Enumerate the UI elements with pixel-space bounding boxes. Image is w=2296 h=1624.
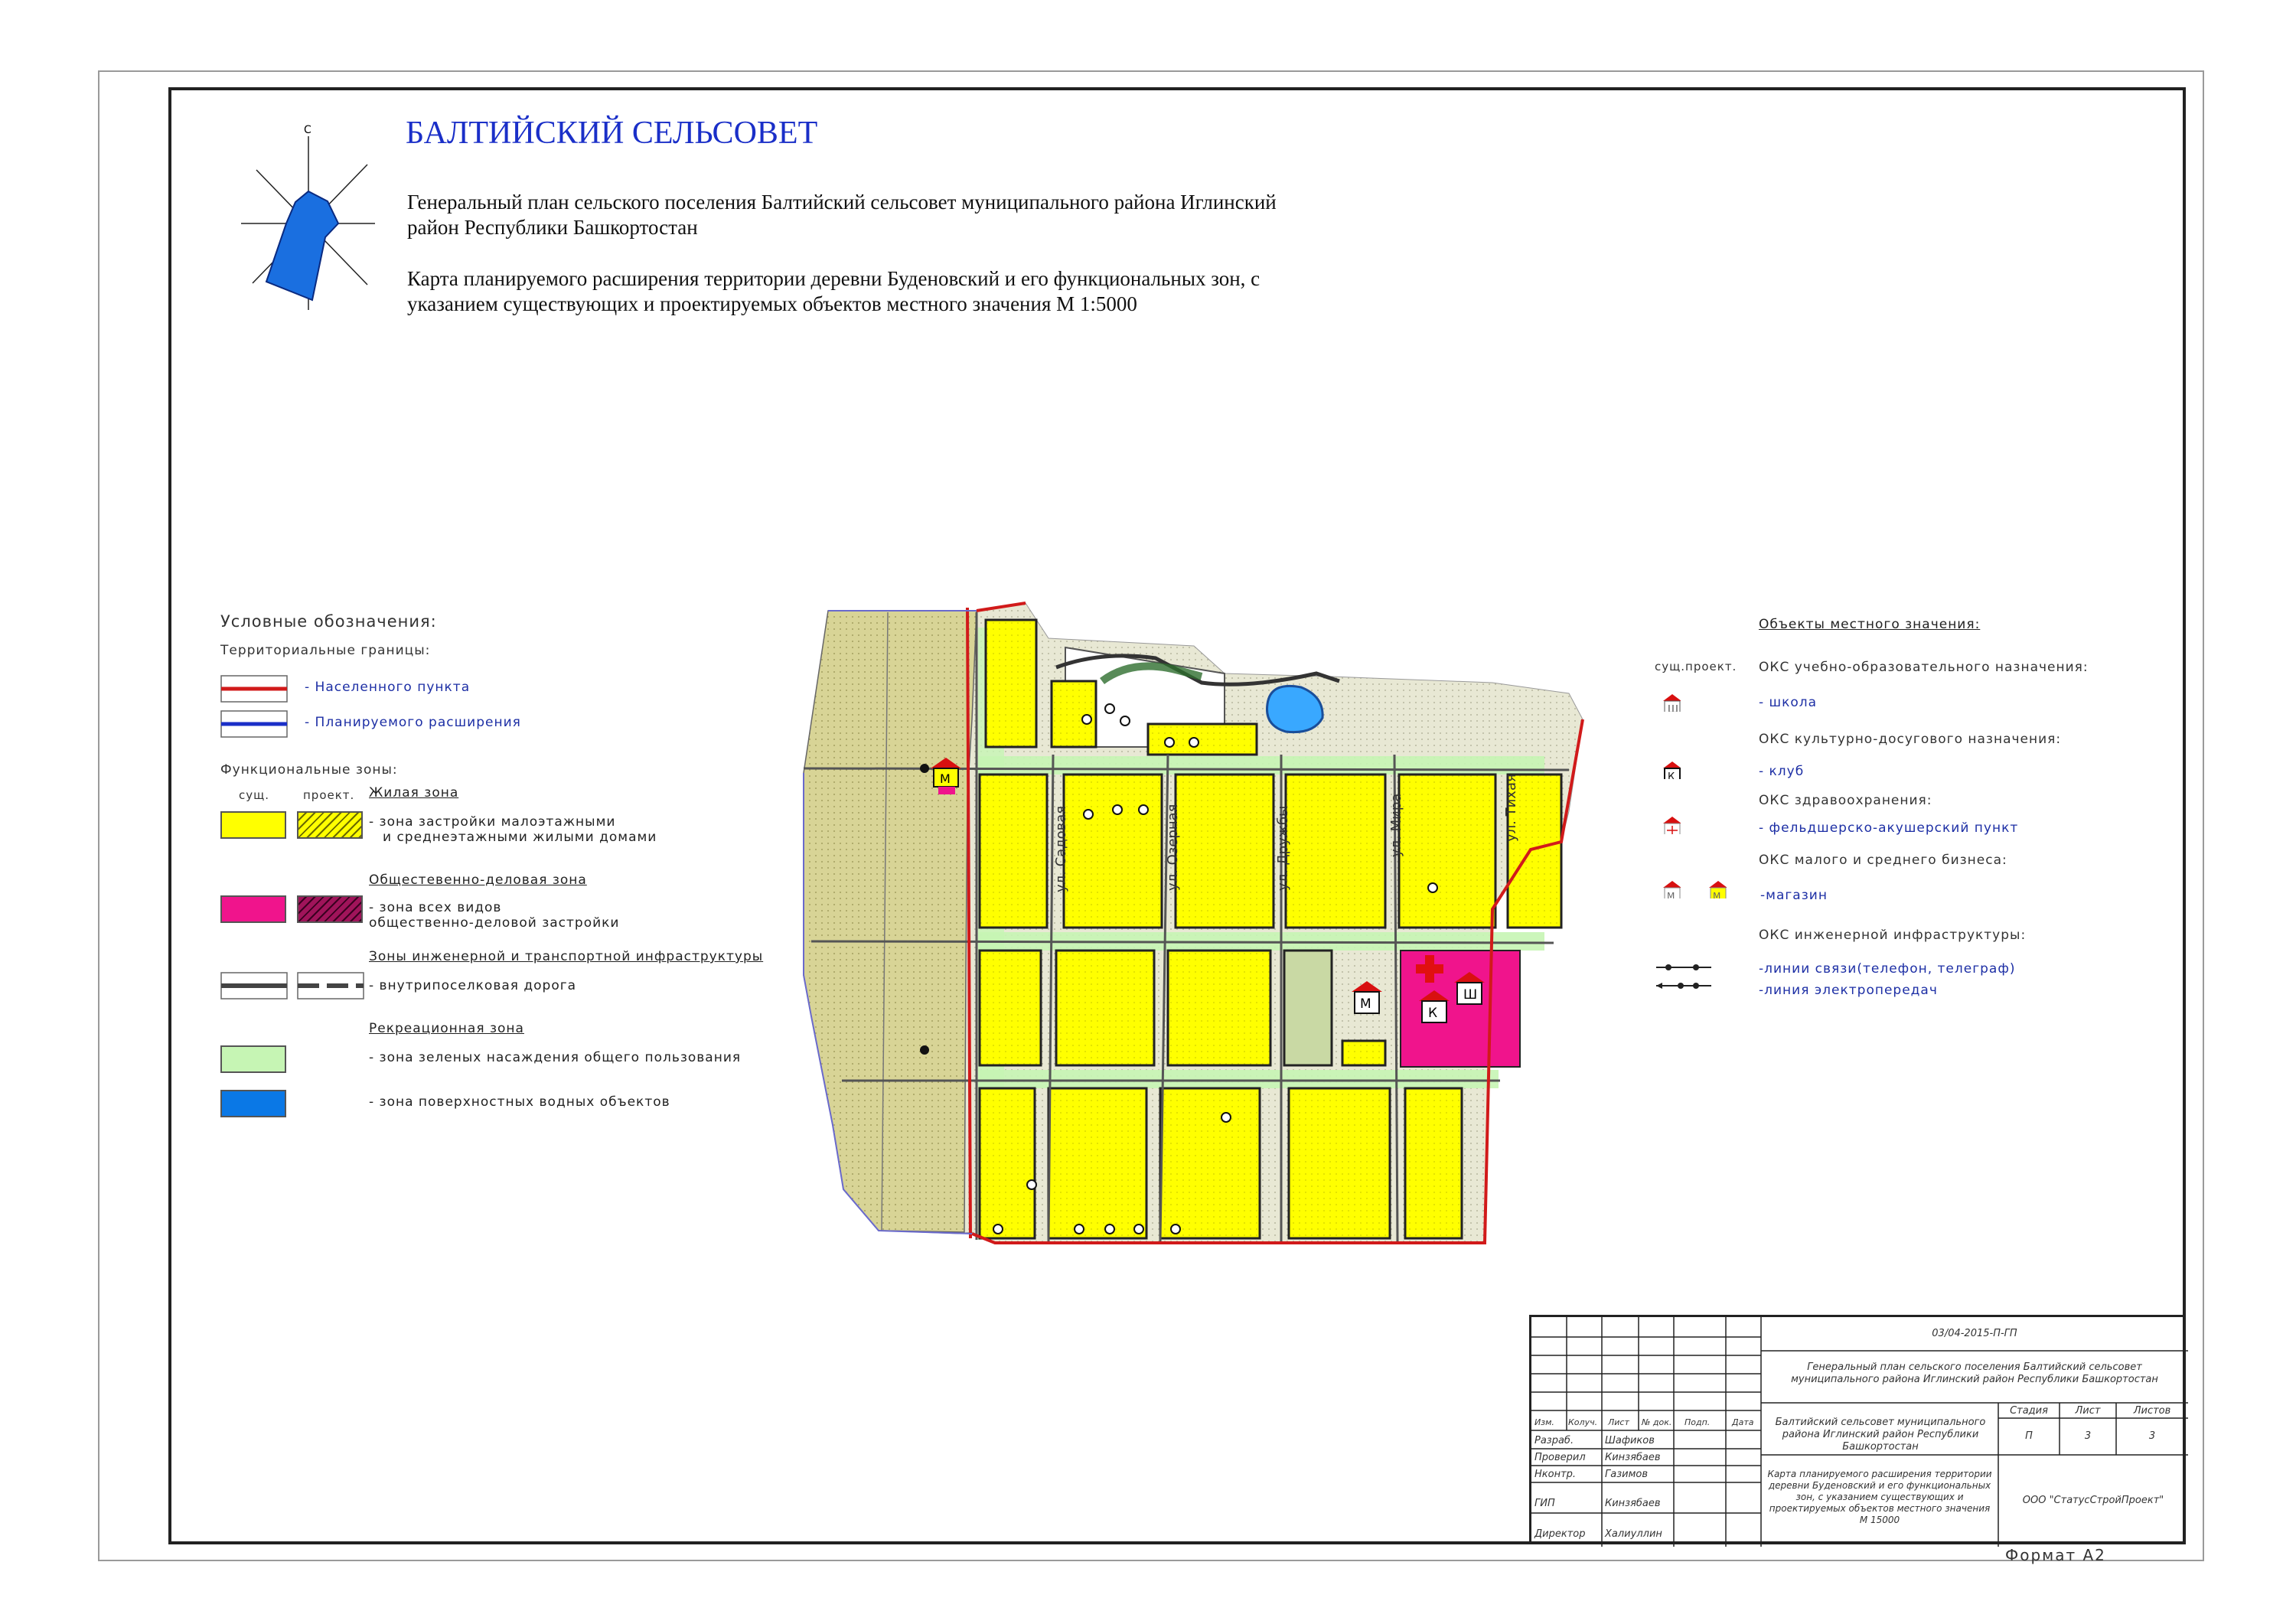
sheet-value: 3 xyxy=(2084,1430,2092,1442)
club-icon xyxy=(1661,761,1681,779)
business-zone-heading: Общестевенно-деловая зона xyxy=(369,872,587,888)
title-block xyxy=(1529,1315,2186,1544)
business-zone-desc-1: - зона всех видов xyxy=(369,900,502,915)
sheet-format: Формат А2 xyxy=(2005,1546,2106,1564)
col-header-izm: Изм. xyxy=(1534,1417,1554,1427)
stamp-object-name: Балтийский сельсовет муниципального района Иглинский район Республики Башкортостан xyxy=(1775,1417,1986,1453)
stamp-organization: ООО "СтатусСтройПроект" xyxy=(2022,1495,2164,1506)
expansion-boundary-label: - Планируемого расширения xyxy=(305,715,521,730)
street-label-druzhby: ул. Дружбы xyxy=(1275,805,1291,891)
sheet-label: Лист xyxy=(2075,1405,2101,1417)
street-label-sadovaya: ул. Садовая xyxy=(1053,805,1069,892)
block-r1-1 xyxy=(980,774,1047,928)
stage-value: П xyxy=(2025,1430,2033,1442)
business-objects-heading: ОКС малого и среднего бизнеса: xyxy=(1759,853,2007,868)
map-shop-letter-1: М xyxy=(1360,996,1371,1012)
residential-existing-swatch xyxy=(220,811,286,839)
role-razrab: Разраб. xyxy=(1534,1435,1574,1446)
objects-column-header: сущ.проект. xyxy=(1655,660,1737,673)
edu-objects-heading: ОКС учебно-образовательного назначения: xyxy=(1759,660,2089,675)
medical-point-icon xyxy=(1661,816,1681,834)
expansion-boundary-swatch xyxy=(220,710,288,738)
block-r3-1 xyxy=(980,1088,1035,1238)
block-r2-2 xyxy=(1056,951,1154,1065)
role-gip: ГИП xyxy=(1534,1498,1555,1509)
shop-project-icon xyxy=(1707,880,1727,898)
school-icon-letter: Ш xyxy=(1668,704,1678,712)
block-r3-4 xyxy=(1289,1088,1390,1238)
culture-objects-heading: ОКС культурно-досугового назначения: xyxy=(1759,732,2062,747)
block-n1 xyxy=(986,620,1036,747)
name-nkontr: Газимов xyxy=(1605,1469,1648,1480)
shop-existing-letter: М xyxy=(1667,891,1675,898)
col-header-list: Лист xyxy=(1608,1417,1629,1427)
comm-line-label: -линии связи(телефон, телеграф) xyxy=(1759,961,2016,977)
block-r2-3 xyxy=(1168,951,1270,1065)
residential-zone-heading: Жилая зона xyxy=(369,785,459,801)
col-header-koluch: Колуч. xyxy=(1568,1417,1598,1427)
green-zone-swatch xyxy=(220,1045,286,1073)
role-proveril: Проверил xyxy=(1534,1452,1586,1463)
zones-heading: Функциональные зоны: xyxy=(220,762,398,778)
green-belt-south xyxy=(978,1070,1499,1088)
col-header-doc: № док. xyxy=(1642,1417,1672,1427)
residential-project-swatch xyxy=(297,811,363,839)
club-icon-letter: К xyxy=(1668,771,1675,779)
block-r2-1 xyxy=(980,951,1041,1065)
plan-subtitle: Генеральный план сельского поселения Балтийский сельсовет муниципального района Иглинский район Республики Башкортостан xyxy=(407,191,1277,239)
street-label-ozernaya: ул. Озерная xyxy=(1165,804,1181,891)
block-r3-5 xyxy=(1405,1088,1462,1238)
map-club-letter: К xyxy=(1428,1006,1438,1021)
map-shop-letter-2: М xyxy=(940,771,951,786)
block-r2-4-green xyxy=(1284,951,1332,1065)
expansion-territory-west xyxy=(804,611,977,1232)
school-label: - школа xyxy=(1759,695,1818,710)
residential-zone-desc-1: - зона застройки малоэтажными xyxy=(369,814,616,830)
block-r3-2 xyxy=(1049,1088,1146,1238)
road-desc: - внутрипоселковая дорога xyxy=(369,978,577,993)
village-plan-map xyxy=(796,597,1592,1255)
wind-rose-shape xyxy=(266,191,338,300)
name-proveril: Кинзябаев xyxy=(1605,1452,1661,1463)
business-zone-desc-2: общественно-деловой застройки xyxy=(369,915,620,931)
block-n2 xyxy=(1052,681,1096,747)
settlement-boundary-swatch xyxy=(220,675,288,703)
shop-existing-icon xyxy=(1661,880,1681,898)
block-r2-4-yellow xyxy=(1342,1041,1385,1065)
medical-point-label: - фельдшерско-акушерский пункт xyxy=(1759,820,2019,836)
objects-heading: Объекты местного значения: xyxy=(1759,617,1981,632)
name-gip: Кинзябаев xyxy=(1605,1498,1661,1509)
club-label: - клуб xyxy=(1759,764,1805,779)
green-belt-north xyxy=(978,756,1544,774)
block-n3 xyxy=(1148,724,1257,755)
name-director: Халиуллин xyxy=(1605,1528,1662,1540)
water-zone-swatch xyxy=(220,1090,286,1117)
map-school-letter: Ш xyxy=(1463,987,1478,1003)
shop-label: -магазин xyxy=(1760,888,1828,903)
role-nkontr: Нконтр. xyxy=(1534,1469,1577,1480)
stage-label: Стадия xyxy=(2010,1405,2048,1417)
doc-code: 03/04-2015-П-ГП xyxy=(1932,1328,2017,1339)
health-objects-heading: ОКС здравоохранения: xyxy=(1759,793,1932,808)
road-project-swatch xyxy=(297,972,364,1000)
wind-rose-icon xyxy=(230,122,383,321)
business-existing-swatch xyxy=(220,895,286,923)
col-header-data: Дата xyxy=(1732,1417,1754,1427)
map-title: Карта планируемого расширения территории деревни Буденовский и его функциональных зон, с указанием существующих и проектируемых объектов местного значения М 1:5000 xyxy=(407,267,1261,315)
stamp-project-title: Генеральный план сельского поселения Балтийский сельсовет муниципального района Иглинский район Республики Башкортостан xyxy=(1791,1361,2158,1385)
recreation-zone-heading: Рекреационная зона xyxy=(369,1021,524,1036)
sheets-value: 3 xyxy=(2148,1430,2156,1442)
block-r1-4 xyxy=(1286,774,1385,928)
shop-project-letter: М xyxy=(1713,891,1721,898)
role-director: Директор xyxy=(1534,1528,1586,1540)
school-icon xyxy=(1661,693,1681,712)
name-razrab: Шафиков xyxy=(1605,1435,1655,1446)
block-r1-2 xyxy=(1064,774,1162,928)
water-zone-desc: - зона поверхностных водных объектов xyxy=(369,1094,670,1110)
street-label-mira: ул. Мира xyxy=(1388,793,1404,857)
street-label-tikhaya: ул. Тихая xyxy=(1503,774,1519,842)
road-existing-swatch xyxy=(220,972,288,1000)
page-title: БАЛТИЙСКИЙ СЕЛЬСОВЕТ xyxy=(406,116,818,151)
block-r1-5 xyxy=(1399,774,1495,928)
compass-north-label: С xyxy=(304,124,311,136)
power-line-label: -линия электропередач xyxy=(1759,983,1938,998)
green-zone-desc: - зона зеленых насаждения общего пользования xyxy=(369,1050,742,1065)
block-r1-3 xyxy=(1176,774,1274,928)
infrastructure-zone-heading: Зоны инженерной и транспортной инфраструктуры xyxy=(369,949,764,964)
project-column-label: проект. xyxy=(303,788,355,802)
residential-zone-desc-2: и среднеэтажными жилыми домами xyxy=(383,830,657,845)
existing-column-label: сущ. xyxy=(239,788,270,802)
settlement-boundary-label: - Населенного пункта xyxy=(305,680,471,695)
business-project-swatch xyxy=(297,895,363,923)
sheets-label: Листов xyxy=(2133,1405,2171,1417)
comm-line-icon xyxy=(1653,961,1714,992)
boundaries-heading: Территориальные границы: xyxy=(220,643,431,658)
col-header-podp: Подп. xyxy=(1684,1417,1711,1427)
legend-heading: Условные обозначения: xyxy=(220,612,437,631)
block-r3-3 xyxy=(1160,1088,1260,1238)
stamp-drawing-title: Карта планируемого расширения территории деревни Буденовский и его функциональных зон, с указанием существующих и проектируемых объектов местного значения М 15000 xyxy=(1767,1469,1992,1525)
engineering-objects-heading: ОКС инженерной инфраструктуры: xyxy=(1759,928,2027,943)
